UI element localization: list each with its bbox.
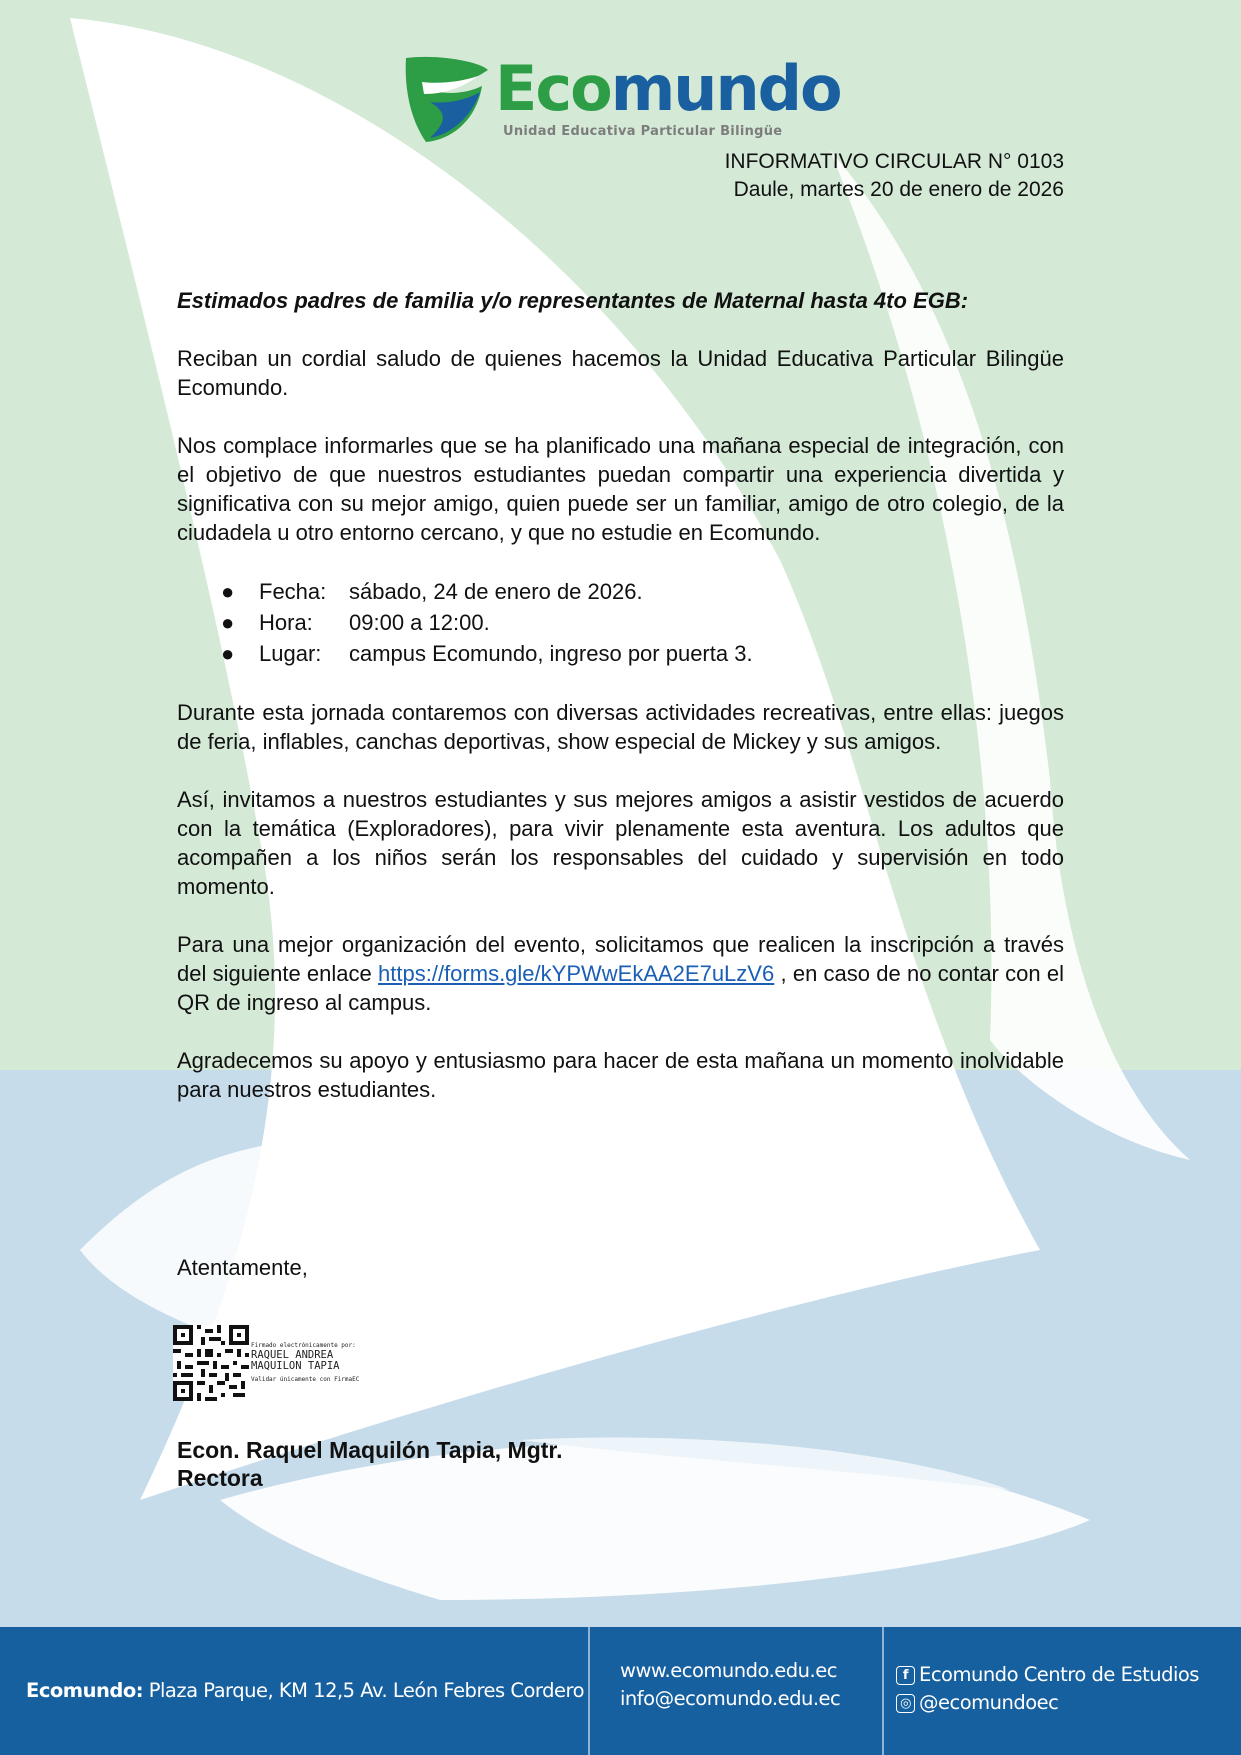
footer-contact <box>620 1657 840 1713</box>
facebook-icon: f <box>896 1666 915 1685</box>
detail-date <box>177 576 1064 607</box>
validate-label: Validar únicamente con FirmaEC <box>251 1376 360 1383</box>
footer-email[interactable]: info@ecomundo.edu.ec <box>620 1687 841 1710</box>
place-date: Daule, martes 20 de enero de 2026 <box>733 178 1064 201</box>
paragraph-4-text-end: , en caso de no contar con el QR de ingreso al campus. <box>177 961 1064 1015</box>
bullet-icon: ● <box>221 641 235 666</box>
circular-header <box>725 148 1064 204</box>
logo-eco: Eco <box>495 52 611 125</box>
instagram-icon: ◎ <box>896 1694 915 1713</box>
electronic-signature <box>173 1325 393 1401</box>
closing: Atentamente, <box>177 1255 308 1280</box>
paragraph-1: Nos complace informarles que se ha planificado una mañana especial de integración, con el objetivo de que nuestros estudiantes puedan compartir una experiencia divertida y significativa con su mejor amigo, quien puede ser un familiar, amigo de otro colegio, de la ciudadela u otro entorno cercano, y que no estudie en Ecomundo. <box>177 433 1064 545</box>
intro-paragraph: Reciban un cordial saludo de quienes hacemos la Unidad Educativa Particular Bilingüe Ecomundo. <box>177 346 1064 400</box>
footer-instagram-row[interactable] <box>896 1689 1199 1717</box>
logo-subtitle: Unidad Educativa Particular Bilingüe <box>503 124 783 139</box>
footer-address-text: Plaza Parque, KM 12,5 Av. León Febres Cordero <box>143 1679 584 1702</box>
qr-code-icon <box>173 1325 249 1401</box>
signer-title: Rectora <box>177 1465 263 1491</box>
circular-number: INFORMATIVO CIRCULAR N° 0103 <box>724 150 1064 173</box>
letter-body <box>177 286 1064 1133</box>
bullet-icon: ● <box>221 579 235 604</box>
footer-address-brand: Ecomundo: <box>26 1679 144 1702</box>
footer-divider <box>882 1627 884 1755</box>
paragraph-4 <box>177 930 1064 1017</box>
paragraph-5: Agradecemos su apoyo y entusiasmo para hacer de esta mañana un momento inolvidable para nuestros estudiantes. <box>177 1048 1064 1102</box>
detail-time <box>177 607 1064 638</box>
logo-mundo: mundo <box>610 52 841 125</box>
signature-text <box>251 1342 359 1384</box>
footer-address <box>26 1679 584 1702</box>
leaf-emblem-icon <box>400 52 492 144</box>
paragraph-3: Así, invitamos a nuestros estudiantes y sus mejores amigos a asistir vestidos de acuerdo con la temática (Exploradores), para vivir plenamente esta aventura. Los adultos que acompañen a los niños serán los responsables del cuidado y supervisión en todo momento. <box>177 787 1064 899</box>
detail-value: sábado, 24 de enero de 2026. <box>349 579 643 604</box>
detail-value: 09:00 a 12:00. <box>349 610 490 635</box>
detail-value: campus Ecomundo, ingreso por puerta 3. <box>349 641 753 666</box>
detail-label: Lugar: <box>259 641 322 666</box>
bullet-icon: ● <box>221 610 235 635</box>
school-logo <box>400 52 841 147</box>
paragraph-2: Durante esta jornada contaremos con diversas actividades recreativas, entre ellas: juegos de feria, inflables, canchas deportivas, show especial de Mickey y sus amigos. <box>177 700 1064 754</box>
registration-link[interactable]: https://forms.gle/kYPWwEkAA2E7uLzV6 <box>378 961 775 986</box>
signer-name-line2: MAQUILON TAPIA <box>251 1360 340 1372</box>
footer-bar <box>0 1627 1241 1755</box>
logo-wordmark <box>495 52 841 125</box>
footer-facebook-row[interactable] <box>896 1661 1199 1689</box>
footer-social <box>896 1661 1199 1717</box>
detail-label: Fecha: <box>259 579 327 604</box>
detail-place <box>177 638 1064 669</box>
signer-name: Econ. Raquel Maquilón Tapia, Mgtr. <box>177 1437 563 1463</box>
signed-by-label: Firmado electrónicamente por: <box>251 1342 356 1349</box>
footer-facebook: Ecomundo Centro de Estudios <box>919 1663 1199 1686</box>
detail-label: Hora: <box>259 610 313 635</box>
signer-name-line1: RAQUEL ANDREA <box>251 1349 334 1361</box>
paragraph-4-text: Para una mejor organización del evento, solicitamos que realicen la inscripción a través del siguiente enlace <box>177 932 1064 986</box>
footer-divider <box>588 1627 590 1755</box>
greeting: Estimados padres de familia y/o representantes de Maternal hasta 4to EGB: <box>177 288 969 313</box>
event-details-list <box>177 576 1064 669</box>
footer-instagram: @ecomundoec <box>919 1691 1059 1714</box>
footer-website[interactable]: www.ecomundo.edu.ec <box>620 1659 837 1682</box>
signer-block <box>177 1436 563 1492</box>
